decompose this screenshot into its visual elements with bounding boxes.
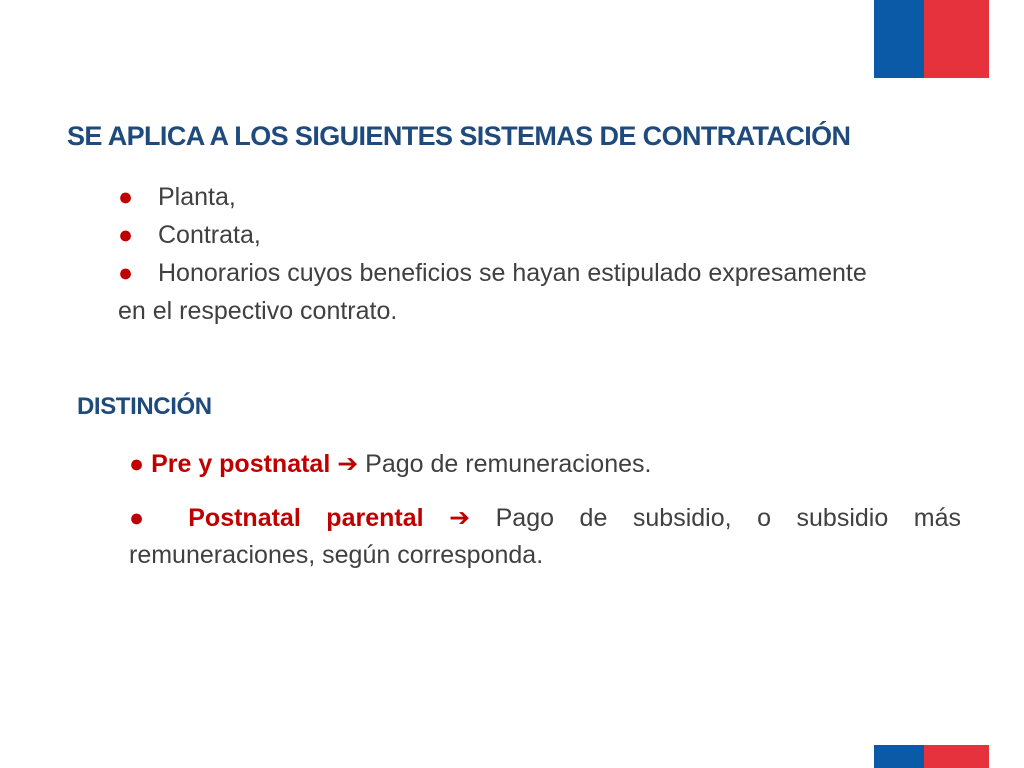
distincion-item-prenatal [129, 446, 961, 483]
list-item-text: Contrata, [158, 221, 261, 249]
flag-red-block [924, 745, 989, 768]
flag-stripe-bottom [874, 745, 989, 768]
list-item [118, 216, 964, 254]
bullet-icon: ● [129, 504, 163, 532]
section-title-distincion: DISTINCIÓN [77, 393, 212, 420]
bullet-icon: ● [118, 221, 134, 249]
bullet-icon: ● [118, 259, 134, 287]
arrow-right-icon: ➔ [449, 504, 471, 532]
list-item-continuation: en el respectivo contrato. [118, 297, 398, 325]
distincion-item-parental [129, 500, 961, 574]
list-item [118, 178, 964, 216]
flag-blue-block [874, 0, 924, 78]
section-title-contratacion: SE APLICA A LOS SIGUIENTES SISTEMAS DE CONTRATACIÓN [67, 121, 851, 151]
list-item [118, 254, 964, 292]
distincion-list [129, 446, 961, 574]
distincion-text: Pago de subsidio, o subsidio más remuneraciones, según corresponda. [129, 504, 962, 569]
bullet-icon: ● [129, 450, 145, 478]
arrow-right-icon: ➔ [337, 450, 359, 478]
flag-stripe-top [874, 0, 989, 78]
flag-blue-block [874, 745, 924, 768]
contratacion-list [118, 178, 964, 330]
flag-red-block [924, 0, 989, 78]
distincion-text: Pago de remuneraciones. [365, 450, 652, 478]
list-item-text: Honorarios cuyos beneficios se hayan estipulado expresamente [158, 259, 867, 287]
distincion-term: Postnatal parental [188, 504, 424, 532]
list-item-text: Planta, [158, 183, 236, 211]
bullet-icon: ● [118, 183, 134, 211]
distincion-term: Pre y postnatal [151, 450, 331, 478]
